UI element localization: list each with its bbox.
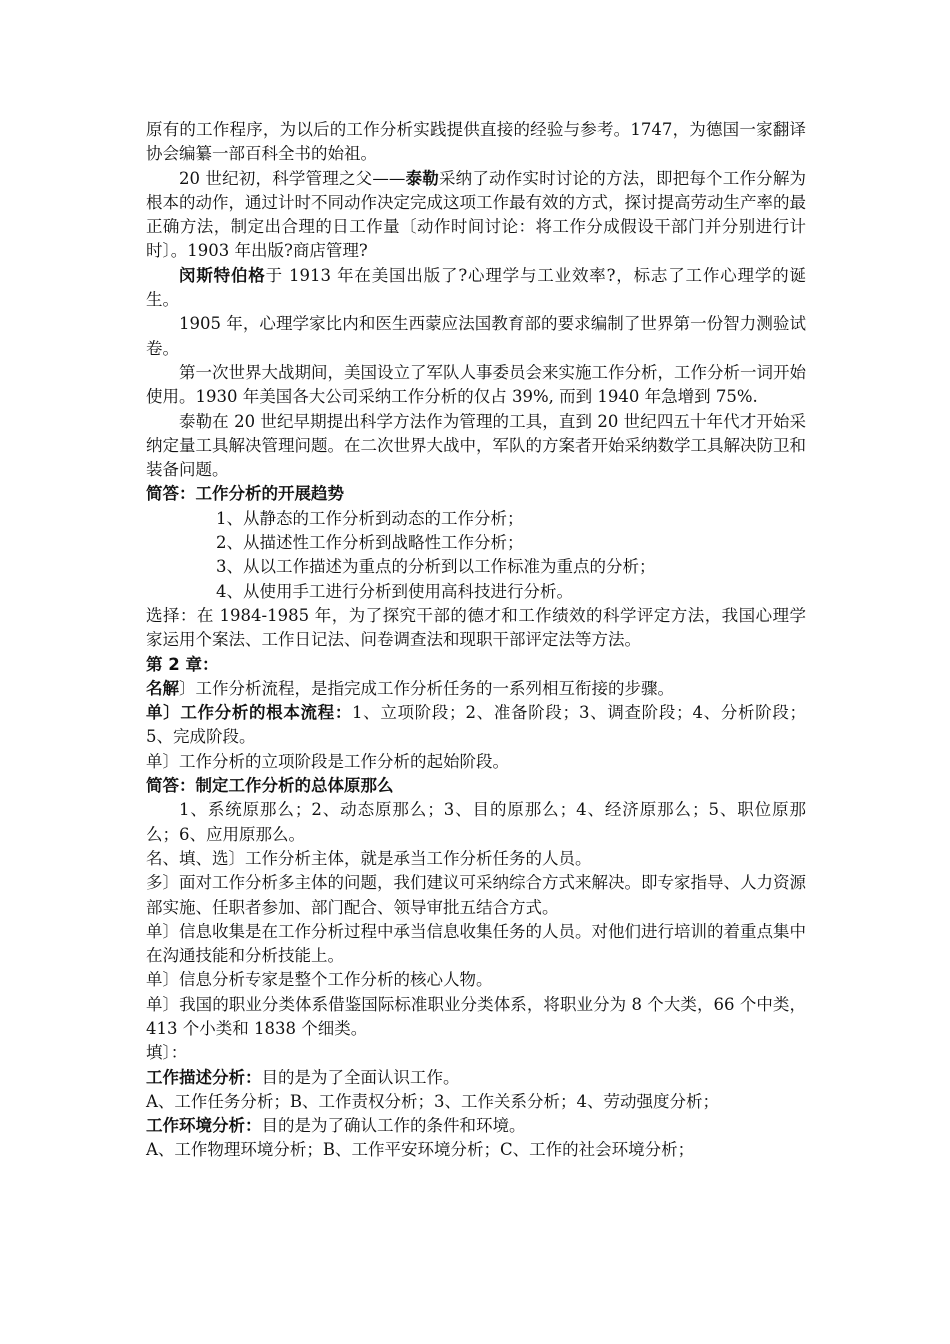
paragraph — [146, 118, 806, 167]
text-run: 名、填、选〕工作分析主体，就是承当工作分析任务的人员。 — [146, 848, 592, 868]
bold-text: 工作描述分析： — [146, 1067, 262, 1087]
text-run: 20 世纪初，科学管理之父—— — [179, 168, 406, 188]
paragraph — [146, 1041, 806, 1065]
text-run: 原有的工作程序，为以后的工作分析实践提供直接的经验与参考。1747，为德国一家翻译协会编纂一部百科全书的始祖。 — [146, 120, 806, 164]
paragraph — [146, 1114, 806, 1138]
bold-text: 第 2 章： — [146, 654, 219, 674]
list-item — [146, 580, 806, 604]
paragraph — [146, 677, 806, 701]
text-run: 多〕面对工作分析多主体的问题，我们建议可采纳综合方式来解决。即专家指导、人力资源部实施、任职者参加、部门配合、领导审批五结合方式。 — [146, 873, 806, 917]
text-run: 1、立项阶段；2、准备阶段；3、调查阶段；4、分析阶段；5、完成阶段。 — [146, 703, 806, 747]
text-run: 1、系统原那么；2、动态原那么；3、目的原那么；4、经济原那么；5、职位原那么；6、应用原那么。 — [146, 800, 806, 844]
bold-text: 名解 — [146, 678, 179, 698]
paragraph — [146, 968, 806, 992]
document-page — [146, 118, 806, 1163]
paragraph — [146, 264, 806, 313]
paragraph — [146, 1090, 806, 1114]
paragraph — [146, 604, 806, 653]
paragraph — [146, 993, 806, 1042]
paragraph — [146, 871, 806, 920]
list-item — [146, 507, 806, 531]
paragraph — [146, 1138, 806, 1162]
text-run: 单〕信息收集是在工作分析过程中承当信息收集任务的人员。对他们进行培训的着重点集中在沟通技能和分析技能上。 — [146, 921, 806, 966]
bold-text: 工作环境分析： — [146, 1116, 262, 1136]
text-run: 采纳了动作实时讨论的方法，即把每个工作分解为根本的动作，通过计时不同动作决定完成这项工作最有效的方式，探讨提高劳动生产率的最正确方法，制定出合理的日工作量〔动作时间讨论：将工作分成假设干部门并分别进行计时〕。1903 年出版?商店管理? — [146, 168, 807, 261]
paragraph — [146, 482, 806, 506]
text-run: 〕工作分析流程，是指完成工作分析任务的一系列相互衔接的步骤。 — [179, 678, 674, 698]
paragraph — [146, 847, 806, 871]
paragraph — [146, 653, 806, 677]
text-run: A、工作物理环境分析；B、工作平安环境分析；C、工作的社会环境分析； — [146, 1140, 695, 1160]
paragraph — [146, 798, 806, 847]
text-run: 1、从静态的工作分析到动态的工作分析； — [216, 508, 524, 528]
paragraph — [146, 312, 806, 361]
list-item — [146, 555, 806, 579]
text-run: 单〕信息分析专家是整个工作分析的核心人物。 — [146, 970, 493, 990]
paragraph — [146, 1066, 806, 1090]
paragraph — [146, 920, 806, 969]
paragraph — [146, 410, 806, 483]
text-run: 选择：在 1984-1985 年，为了探究干部的德才和工作绩效的科学评定方法，我国心理学家运用个案法、工作日记法、问卷调查法和现职干部评定法等方法。 — [146, 605, 806, 650]
text-run: 4、从使用手工进行分析到使用高科技进行分析。 — [216, 581, 573, 601]
text-run: 单〕工作分析的立项阶段是工作分析的起始阶段。 — [146, 751, 509, 771]
text-run: 3、从以工作描述为重点的分析到以工作标准为重点的分析； — [216, 557, 656, 577]
paragraph — [146, 701, 806, 750]
bold-text: 闵斯特伯格 — [179, 265, 266, 285]
list-item — [146, 531, 806, 555]
paragraph — [146, 361, 806, 410]
paragraph — [146, 167, 806, 264]
text-run: 单〕我国的职业分类体系借鉴国际标准职业分类体系，将职业分为 8 个大类，66 个中类，413 个小类和 1838 个细类。 — [146, 994, 806, 1038]
text-run: 1905 年，心理学家比内和医生西蒙应法国教育部的要求编制了世界第一份智力测验试卷。 — [146, 314, 806, 358]
text-run: 目的是为了全面认识工作。 — [261, 1067, 460, 1087]
bold-text: 泰勒 — [405, 168, 439, 188]
paragraph — [146, 750, 806, 774]
bold-text: 简答：工作分析的开展趋势 — [146, 484, 344, 504]
paragraph — [146, 774, 806, 798]
bold-text: 简答：制定工作分析的总体原那么 — [146, 776, 394, 796]
text-run: 于 1913 年在美国出版了?心理学与工业效率?，标志了工作心理学的诞生。 — [146, 265, 806, 310]
text-run: A、工作任务分析；B、工作责权分析；3、工作关系分析；4、劳动强度分析； — [146, 1091, 720, 1111]
text-run: 目的是为了确认工作的条件和环境。 — [261, 1116, 526, 1136]
bold-text: 单〕工作分析的根本流程： — [146, 703, 352, 723]
text-run: 泰勒在 20 世纪早期提出科学方法作为管理的工具，直到 20 世纪四五十年代才开始采纳定量工具解决管理问题。在二次世界大战中，军队的方案者开始采纳数学工具解决防卫和装备问题。 — [146, 411, 806, 480]
text-run: 2、从描述性工作分析到战略性工作分析； — [216, 533, 524, 553]
text-run: 填〕： — [146, 1043, 188, 1063]
text-run: 第一次世界大战期间，美国设立了军队人事委员会来实施工作分析，工作分析一词开始使用。1930 年美国各大公司采纳工作分析的仅占 39%, 而到 1940 年急增到 75%. — [146, 362, 806, 407]
